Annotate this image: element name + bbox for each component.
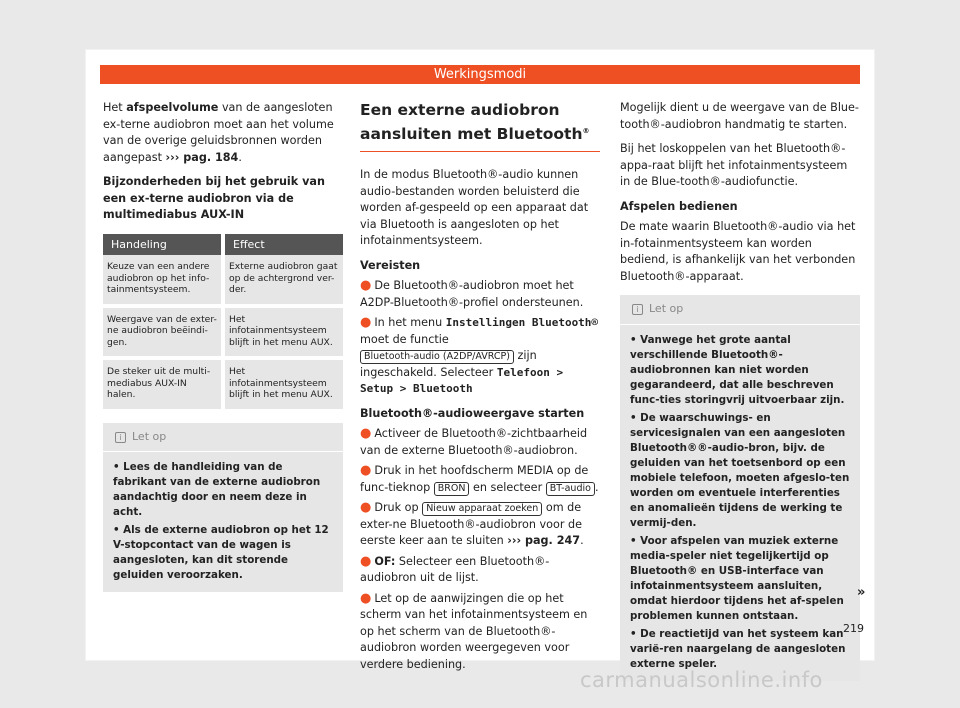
start-title: Bluetooth®-audioweergave starten — [360, 406, 585, 420]
list-item: ● Druk in het hoofdscherm MEDIA op de func-tieknop BRON en selecteer BT-audio . — [360, 463, 599, 494]
menu-path: Instellingen Bluetooth® — [445, 316, 599, 330]
table-cell: Externe audiobron gaat op de achtergrond ver-der. — [223, 255, 343, 306]
intro-paragraph: Het afspeelvolume van de aangesloten ex-terne audiobron moet aan het volume van de overige geluidsbronnen worden aangepast ››› pag. 184. — [103, 101, 334, 164]
table-header: Effect — [223, 234, 343, 256]
column-left — [103, 100, 343, 592]
table-cell: Keuze van een andere audiobron op het info-tainmentsysteem. — [103, 255, 223, 306]
info-icon: i — [115, 432, 126, 443]
list-item: ● In het menu Instellingen Bluetooth® moet de functie Bluetooth-audio (A2DP/AVRCP) zijn ingeschakeld. Selecteer Telefoon > Setup > Bluetooth — [360, 315, 599, 396]
note-box — [620, 295, 860, 681]
bt-audio-key[interactable]: BT-audio — [546, 482, 595, 496]
list-item: ● Let op de aanwijzingen die op het scherm van het infotainmentsysteem en op het scherm van de Bluetooth®-audiobron worden weergegeven voor verdere bediening. — [360, 590, 588, 671]
list-item: ● De Bluetooth®-audiobron moet het A2DP-Bluetooth®-profiel ondersteunen. — [360, 278, 584, 309]
function-key[interactable]: Bluetooth-audio (A2DP/AVRCP) — [360, 350, 514, 364]
bluetooth-intro: In de modus Bluetooth®-audio kunnen audio-bestanden worden beluisterd die worden af-gespeeld op een apparaat dat via Bluetooth is aangesloten op het infotainmentsysteem. — [360, 168, 589, 248]
table-cell: Het infotainmentsysteem blijft in het menu AUX. — [223, 306, 343, 359]
aux-table — [103, 234, 343, 413]
section-heading: Een externe audiobron aansluiten met Bluetooth® — [360, 100, 600, 152]
page-ref[interactable]: ››› pag. 247 — [507, 534, 581, 548]
note-body — [620, 325, 860, 681]
list-item: • Lees de handleiding van de fabrikant van de externe audiobron aandachtig door en neem deze in acht. — [113, 461, 321, 518]
table-cell: Het infotainmentsysteem blijft in het menu AUX. — [223, 358, 343, 411]
table-row — [103, 306, 343, 359]
paragraph: De mate waarin Bluetooth®-audio via het in-fotainmentsysteem kan worden bediend, is afhankelijk van het verbonden Bluetooth®-apparaat. — [620, 220, 856, 283]
aux-subheading: Bijzonderheden bij het gebruik van een ex-terne audiobron via de multimediabus AUX-IN — [103, 175, 325, 221]
section-header: Werkingsmodi — [100, 65, 860, 84]
note-header: i Let op — [620, 295, 860, 325]
list-item: • Vanwege het grote aantal verschillende Bluetooth®-audiobronnen kan niet worden gegarandeerd, dat alle beschreven func-ties storingvrij uitvoerbaar zijn. — [630, 333, 845, 406]
table-header: Handeling — [103, 234, 223, 256]
list-item: ● Druk op Nieuw apparaat zoeken om de exter-ne Bluetooth®-audiobron voor de eerste keer aan te sluiten ››› pag. 247. — [360, 500, 584, 548]
list-item: • De waarschuwings- en servicesignalen van een aangesloten Bluetooth®®-audio-bron, bijv. de geluiden van het toetsenbord op een mobiele telefoon, moeten afgeslo-ten worden om eventuele interferenties en anomalieën tijdens de werking te vermij-den. — [630, 411, 850, 529]
note-box — [103, 423, 343, 593]
watermark: carmanualsonline.info — [580, 668, 823, 692]
page-ref[interactable]: ››› pag. 184 — [165, 150, 239, 164]
note-body — [103, 452, 343, 592]
list-item: ● Activeer de Bluetooth®-zichtbaarheid van de externe Bluetooth®-audiobron. — [360, 426, 588, 457]
table-cell: De steker uit de multi-mediabus AUX-IN halen. — [103, 358, 223, 411]
search-device-key[interactable]: Nieuw apparaat zoeken — [422, 502, 542, 516]
intro-bold: afspeelvolume — [126, 101, 219, 114]
column-right — [620, 100, 860, 681]
table-row — [103, 255, 343, 306]
table-cell: Weergave van de exter-ne audiobron beëindi-gen. — [103, 306, 223, 359]
page-number: 219 — [843, 622, 864, 635]
paragraph: Mogelijk dient u de weergave van de Blue-tooth®-audiobron handmatig te starten. — [620, 101, 859, 131]
list-item: ● OF: Selecteer een Bluetooth®-audiobron uit de lijst. — [360, 553, 550, 585]
info-icon: i — [632, 304, 643, 315]
continue-mark: » — [857, 585, 866, 600]
list-item: • De reactietijd van het systeem kan varië-ren naargelang de aangesloten externe speler. — [630, 627, 846, 670]
column-middle — [360, 100, 600, 677]
requirements-title: Vereisten — [360, 258, 421, 272]
note-header: i Let op — [103, 423, 343, 453]
playback-title: Afspelen bedienen — [620, 199, 738, 213]
list-item: • Als de externe audiobron op het 12 V-stopcontact van de wagen is aangesloten, kan dit storende geluiden veroorzaken. — [113, 524, 329, 581]
menu-path: Telefoon > Setup > Bluetooth — [360, 365, 564, 396]
bron-key[interactable]: BRON — [434, 482, 470, 496]
table-row — [103, 358, 343, 411]
paragraph: Bij het loskoppelen van het Bluetooth®-appa-raat blijft het infotainmentsysteem in de Blue-tooth®-audiofunctie. — [620, 142, 848, 188]
table-header-row — [103, 234, 343, 256]
list-item: • Voor afspelen van muziek externe media-speler niet tegelijkertijd op Bluetooth® en USB-interface van infotainmentsysteem aansluiten, omdat hierdoor tijdens het af-spelen problemen kunnen ontstaan. — [630, 534, 844, 622]
